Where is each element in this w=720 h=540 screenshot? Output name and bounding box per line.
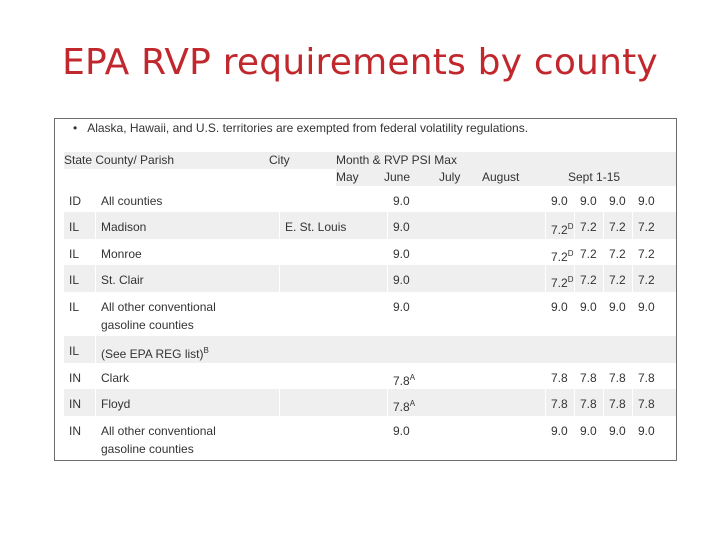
cell-value: 7.8 <box>574 389 604 416</box>
header-month-august: August <box>482 170 520 184</box>
header-month-july: July <box>439 170 461 184</box>
cell-county: (See EPA REG list)$^B$ <box>95 336 280 363</box>
cell-june: 9.0 <box>387 292 546 336</box>
slide-title: EPA RVP requirements by county <box>62 42 658 83</box>
table-header-row-1 <box>64 152 676 169</box>
cell-value: 9.0 <box>545 416 575 460</box>
cell-state: IL <box>69 273 80 287</box>
exemption-note-text: Alaska, Hawaii, and U.S. territories are exempted from federal volatility regulations. <box>87 121 529 135</box>
cell-state: IL <box>69 247 80 261</box>
cell-value: $7.2^D$ <box>545 239 575 265</box>
cell-county: Monroe <box>95 239 280 265</box>
table-row <box>64 416 676 460</box>
cell-city <box>279 239 388 265</box>
cell-value: 7.2 <box>632 239 677 265</box>
cell-value: $7.2^D$ <box>545 265 575 292</box>
cell-june: $7.8^A$ <box>387 389 546 416</box>
cell-value: 9.0 <box>603 416 633 460</box>
cell-state: IL <box>69 220 80 234</box>
table-row <box>64 186 676 212</box>
cell-value: 7.8 <box>603 389 633 416</box>
cell-value: 7.8 <box>603 363 633 389</box>
cell-state: IL <box>69 300 80 314</box>
cell-city: E. St. Louis <box>279 212 388 239</box>
cell-value: 7.2 <box>603 265 633 292</box>
cell-value: 9.0 <box>632 416 677 460</box>
table-row <box>64 389 676 416</box>
cell-value: 9.0 <box>574 292 604 336</box>
cell-state: IN <box>69 371 81 385</box>
cell-county: All other conventional gasoline counties <box>95 416 280 460</box>
cell-value: 9.0 <box>545 186 575 212</box>
table-row <box>64 239 676 265</box>
cell-county: Clark <box>95 363 280 389</box>
table-screenshot-frame <box>54 118 677 461</box>
cell-value: 7.2 <box>632 265 677 292</box>
header-month-june: June <box>384 170 411 184</box>
table-row <box>64 292 676 336</box>
cell-value: 7.2 <box>603 212 633 239</box>
cell-value: 7.2 <box>603 239 633 265</box>
cell-value: 9.0 <box>545 292 575 336</box>
cell-city <box>279 389 388 416</box>
table-row <box>64 336 676 363</box>
table-row <box>64 212 676 239</box>
cell-value: 7.8 <box>545 389 575 416</box>
cell-value: $7.2^D$ <box>545 212 575 239</box>
cell-county: Floyd <box>95 389 280 416</box>
cell-city <box>279 292 388 336</box>
cell-june: 9.0 <box>387 186 546 212</box>
cell-county: All counties <box>95 186 280 212</box>
cell-value: 7.2 <box>632 212 677 239</box>
table-row <box>64 363 676 389</box>
cell-value: 7.2 <box>574 212 604 239</box>
cell-value: 9.0 <box>574 416 604 460</box>
cell-state: IL <box>69 344 80 358</box>
cell-city <box>279 363 388 389</box>
cell-value: 7.8 <box>632 389 677 416</box>
cell-value: 7.8 <box>632 363 677 389</box>
cell-value: 7.8 <box>574 363 604 389</box>
cell-county: Madison <box>95 212 280 239</box>
cell-value: 9.0 <box>632 186 677 212</box>
cell-value: 9.0 <box>603 186 633 212</box>
cell-city <box>279 186 388 212</box>
header-city: City <box>269 153 290 167</box>
header-month-rvp: Month & RVP PSI Max <box>336 153 457 167</box>
cell-june: 9.0 <box>387 265 546 292</box>
header-month-may: May <box>336 170 359 184</box>
cell-value: 9.0 <box>603 292 633 336</box>
cell-value: 9.0 <box>632 292 677 336</box>
cell-value: 9.0 <box>574 186 604 212</box>
cell-june: 9.0 <box>387 416 546 460</box>
cell-june: 9.0 <box>387 212 546 239</box>
table-header-row-2 <box>64 169 676 186</box>
table-row <box>64 265 676 292</box>
cell-state: IN <box>69 424 81 438</box>
cell-state: ID <box>69 194 81 208</box>
header-month-sept: Sept 1-15 <box>568 170 621 184</box>
cell-county: St. Clair <box>95 265 280 292</box>
cell-city <box>279 416 388 460</box>
cell-city <box>279 265 388 292</box>
bullet-icon: • <box>73 121 78 135</box>
header-state-county: State County/ Parish <box>64 153 175 167</box>
cell-value: 7.2 <box>574 239 604 265</box>
cell-county: All other conventional gasoline counties <box>95 292 280 336</box>
cell-state: IN <box>69 397 81 411</box>
cell-value: 7.8 <box>545 363 575 389</box>
exemption-note <box>73 121 528 135</box>
cell-june: $7.8^A$ <box>387 363 546 389</box>
cell-value: 7.2 <box>574 265 604 292</box>
cell-june: 9.0 <box>387 239 546 265</box>
